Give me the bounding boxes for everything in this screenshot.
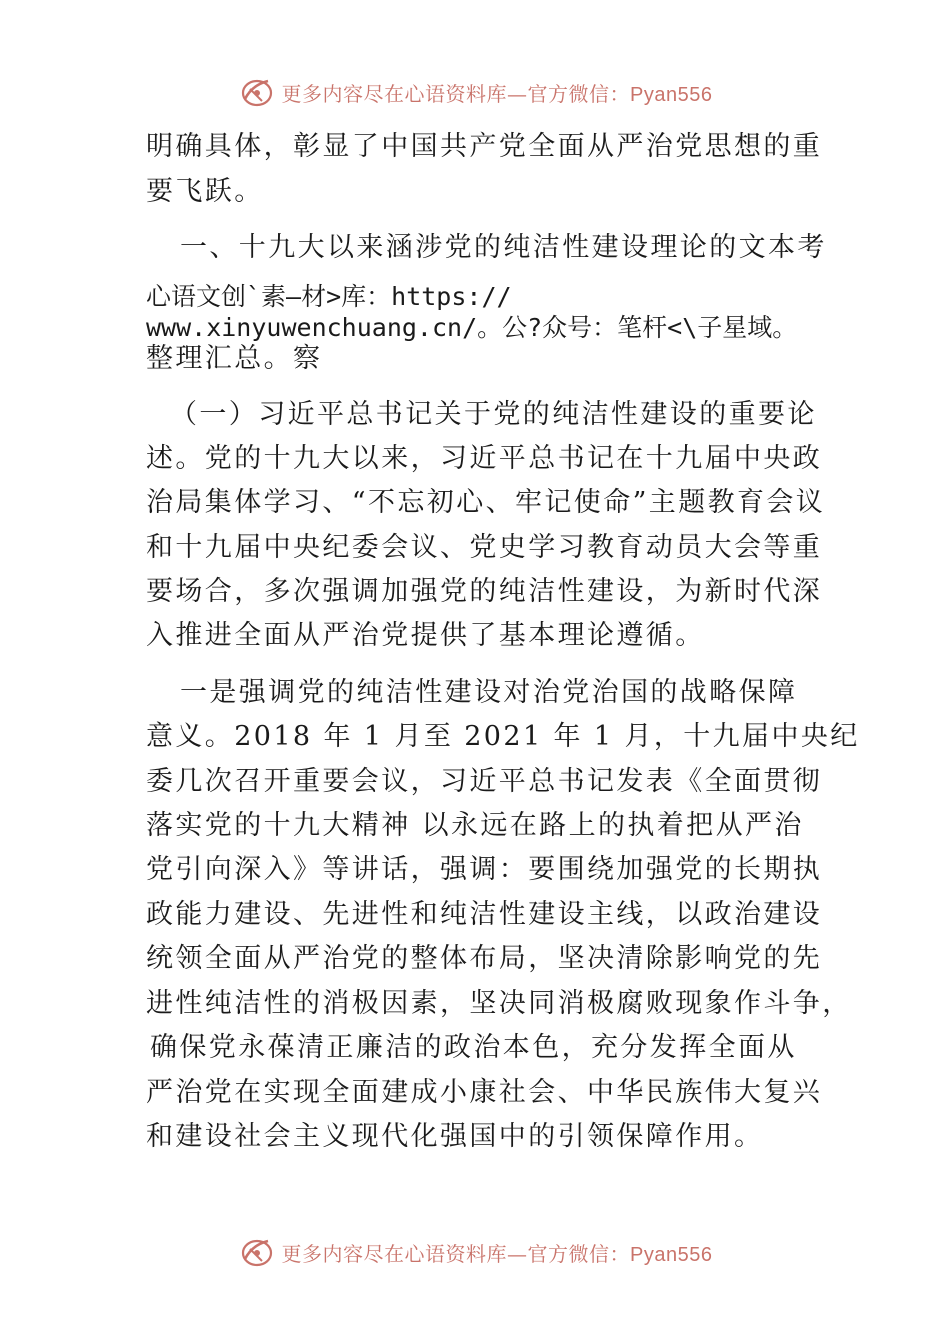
paragraph-start: 一是强调党的纯洁性建设对治党治国的战略保障 bbox=[180, 677, 798, 708]
wechat-account: Pyan556 bbox=[630, 1243, 713, 1266]
text-line: 政能力建设、先进性和纯洁性建设主线，以政治建设 bbox=[146, 899, 823, 930]
text-line: 入推进全面从严治党提供了基本理论遵循。 bbox=[146, 620, 705, 651]
header-watermark-banner bbox=[0, 72, 950, 112]
text-line: 党引向深入》等讲话，强调：要围绕加强党的长期执 bbox=[146, 854, 823, 885]
subsection-heading: （一）习近平总书记关于党的纯洁性建设的重要论 bbox=[170, 399, 817, 430]
text-line: 意义。2018 年 1 月至 2021 年 1 月，十九届中央纪 bbox=[146, 721, 860, 752]
text-line: 和十九届中央纪委会议、党史学习教育动员大会等重 bbox=[146, 532, 823, 563]
text-line: 治局集体学习、“不忘初心、牢记使命”主题教育会议 bbox=[146, 487, 826, 518]
text-line: 严治党在实现全面建成小康社会、中华民族伟大复兴 bbox=[146, 1077, 823, 1108]
section-heading: 一、十九大以来涵涉党的纯洁性建设理论的文本考 bbox=[180, 232, 827, 263]
text-line: 述。党的十九大以来，习近平总书记在十九届中央政 bbox=[146, 443, 823, 474]
footer-watermark-banner bbox=[0, 1232, 950, 1272]
banner-text: 更多内容尽在心语资料库—官方微信：Pyan556 bbox=[281, 1241, 713, 1266]
text-line: 进性纯洁性的消极因素，坚决同消极腐败现象作斗争， bbox=[146, 988, 852, 1019]
wechat-account: Pyan556 bbox=[630, 83, 713, 106]
text-line: 要飞跃。 bbox=[146, 176, 264, 207]
banner-text: 更多内容尽在心语资料库—官方微信：Pyan556 bbox=[281, 81, 713, 106]
text-line: 确保党永葆清正廉洁的政治本色，充分发挥全面从 bbox=[150, 1032, 797, 1063]
brand-logo-icon bbox=[238, 75, 276, 109]
watermark-line: www.xinyuwenchuang.cn/。公?众号：笔杆<\子星域。 bbox=[146, 313, 798, 342]
brand-logo-icon bbox=[238, 1235, 276, 1269]
text-line: 统领全面从严治党的整体布局，坚决清除影响党的先 bbox=[146, 943, 823, 974]
text-line: 明确具体，彰显了中国共产党全面从严治党思想的重 bbox=[146, 131, 823, 162]
text-line: 落实党的十九大精神 以永远在路上的执着把从严治 bbox=[146, 810, 804, 841]
text-line: 和建设社会主义现代化强国中的引领保障作用。 bbox=[146, 1121, 764, 1152]
watermark-line: 心语文创`素—材>库：https:// bbox=[146, 282, 512, 311]
text-line: 整理汇总。察 bbox=[146, 343, 323, 374]
text-line: 要场合，多次强调加强党的纯洁性建设，为新时代深 bbox=[146, 576, 823, 607]
text-line: 委几次召开重要会议，习近平总书记发表《全面贯彻 bbox=[146, 766, 823, 797]
